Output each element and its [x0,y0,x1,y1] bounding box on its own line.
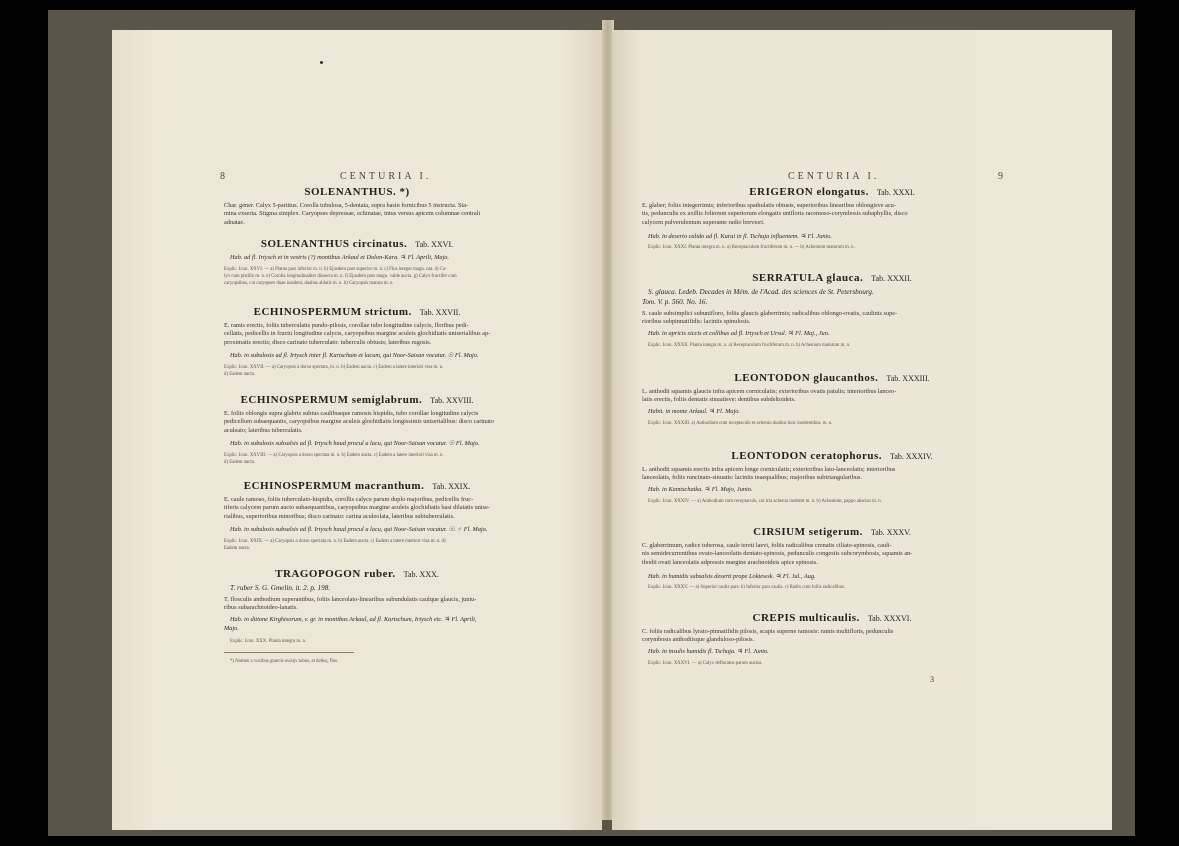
habitat-line: Hab. in subulosis subsalsis ad fl. Irtysch haud procul a lacu, qui Noor-Saisan vocatur. ☉ Fl. Majo. [230,440,480,447]
species-heading-echinospermum-semiglabrum: ECHINOSPERMUM semiglabrum. Tab. XXVIII. [240,394,474,406]
species-diagnosis: T. flosculis anthodium superantibus, foliis lanceolato-linearibus subundulatis caulque glaucis, juniu- ribus subarachnoideo-lanatis. [224,596,477,612]
plate-explanation: Explic. Icon. XXX. Planta integra m. n. [230,639,307,644]
species-heading-leontodon-ceratophorus: LEONTODON ceratophorus. Tab. XXXIV. [731,450,933,462]
species-heading-serratula-glauca: SERRATULA glauca. Tab. XXXII. [752,272,912,284]
species-heading-cirsium-setigerum: CIRSIUM setigerum. Tab. XXXV. [753,526,911,538]
footnote: *) Nomen a vocibus graecis σωλήν tubus, et ἄνθος, flos. [230,659,339,664]
genus-character: Char. gener. Calyx 5-partitus. Corolla tubulosa, 5-dentata, supra basin fornicibus 5 instructa. Sta- mina exserta. Stigma simplex. Caryopses depressae, echinatae, intus versus apicem columnae centrali adnatae. [224,202,481,226]
species-heading-tragopogon-ruber: TRAGOPOGON ruber. Tab. XXX. [275,568,439,580]
signature-mark: 3 [930,675,934,684]
species-diagnosis: E. foliis oblongis supra glabris subtus caulibusque ramosis hispidis, tubo corollae longitudine calycis pedicellum subaequantis, caryopsibus margine aculeis glochidiatis longissimis uniserialibus: disco carinato aculeato; lateribus tuberculatis. [224,410,494,434]
plate-explanation: Explic. Icon. XXXIII. a) Anthodium cum receptaculo et achenio duobus huic insidentibus. m. n. [648,421,833,426]
habitat-line: Habit. in monte Arkaul. ♃ Fl. Majo. [648,408,740,415]
species-diagnosis: L. anthodii squamis erectis infra apicem longe corniculatis; exterioribus lato-lanceolatis; interioribus lanceolatis, foliis runcinato-sinuatis: laciniis inaequalibus; majoribus subtriangularibus. [642,466,896,482]
species-diagnosis: L. anthodii squamis glaucis infra apicem corniculatis; exterioribus ovatis patulis; interioribus lanceo- latis erectis, foliis dentatis sinuatisve: dentibus subdeltoideis. [642,388,897,404]
habitat-line: Hab. in apricis siccis et collibus ad fl. Irtysch et Ursul. ♃ Fl. Maj., Jun. [648,330,830,337]
species-diagnosis: E. glaber; foliis integerrimis; inferioribus spathulatis obtusis, superioribus linearibus oblongisve acu- tis, pedunculis ex axillis foliorum superiorum elongatis unifloris racemoso-corymbosis subaphyllis, disco calycem pulverulentum superante radio breviori. [642,202,908,226]
synonym-line: S. glauca. Ledeb. Decades in Mém. de l'Acad. des sciences de St. Petersbourg. [648,288,874,296]
habitat-line: Hab. in subulosis ad fl. Irtysch inter fl. Kurtschum et lacum, qui Noor-Saisan vocatur. ☉ Fl. Majo. [230,352,479,359]
plate-explanation: Explic. Icon. XXVIII. — a) Caryopsis a dorso spectata m. n. b) Eadem aucta. c) Eadem a latere interiori visa m. n. d) Eadem aucta. [224,453,444,465]
plate-explanation: Explic. Icon. XXXV. — a) Superior caulis pars. b) Inferior pars caulis. c) Radix cum foliis radicalibus. [648,585,846,590]
species-heading-leontodon-glaucanthos: LEONTODON glaucanthos. Tab. XXXIII. [734,372,930,384]
plate-explanation: Explic. Icon. XXVII. — a) Caryopsis a dorso spectata, m. n. b) Eadem aucta. c) Eadem a latere interiori visa m. n. d) Eadem aucta. [224,365,444,377]
habitat-line: Hab. in humidis subsalsis deserti prope Loktewsk. ♃ Fl. Jul., Aug. [648,573,816,580]
species-diagnosis: C. foliis radicalibus lyrato-pinnatifidis pilosis, scapis superne ramosis: ramis multifloris, pedunculis corymbosis anthodiisque glanduloso-pilosis. [642,628,894,644]
species-diagnosis: C. glaberrimum, radice tuberosa, caule tereti laevi, foliis radicalibus crenatis ciliato-spinosis, cauli- nis semidecurrentibus ovato-lanceolatis dentato-spinosis, pedunculis congestis subcorymbosis, squamis an- thodii ovati lanceolatis adpressis margine arachnoideis apice spinosis. [642,542,913,566]
species-diagnosis: S. caule subsimplici subunifloro, foliis glaucis glaberrimis; radicalibus oblongo-ovatis, caulinis supe- rioribus subpinnatifidis: laciniis spinulosis. [642,310,898,326]
species-heading-crepis-multicaulis: CREPIS multicaulis. Tab. XXXVI. [752,612,912,624]
species-heading-erigeron-elongatus: ERIGERON elongatus. Tab. XXXI. [749,186,915,198]
species-heading-echinospermum-strictum: ECHINOSPERMUM strictum. Tab. XXVII. [253,306,461,318]
plate-explanation: Explic. Icon. XXIX. — a) Caryopsis a dorso spectata m. n. b) Eadem aucta. c) Eadem a latere interiori visa m. n. d) Eadem aucta. [224,539,446,551]
footnote-rule [224,652,354,653]
right-page [612,30,1112,830]
plate-explanation: Explic. Icon. XXXI. Planta integra m. n. a) Receptaculum fructiferum m. n. — b) Achenium maturum m. n. [648,245,855,250]
right-page-number: 9 [998,171,1003,182]
left-page [112,30,602,830]
left-page-number: 8 [220,171,225,182]
plate-explanation: Explic. Icon. XXXIV. — a) Anthodium cum receptaculo, cui tria achenia insident m. n. b) Achenium, pappo absciso m. n. [648,499,882,504]
habitat-line: Hab. in insulis humidis fl. Tschuja. ♃ Fl. Junio. [648,648,769,655]
right-running-header: CENTURIA I. [788,171,880,182]
left-running-header: CENTURIA I. [340,171,432,182]
habitat-line: Hab. in ditione Kirghisorum, v. gr. in montibus Arkaul, ad fl. Kurtschum, Irtysch etc. ♃ Fl. Aprili, [230,616,477,623]
synonym-line-continued: Tom. V. p. 560. No. 16. [642,298,708,306]
ink-mark [320,61,323,64]
habitat-line-continued: Majo. [224,625,239,632]
genus-heading-solenanthus: SOLENANTHUS. *) [304,186,410,198]
habitat-line: Hab. in deserto calido ad fl. Kurai in fl. Tschuja influentem. ♃ Fl. Junio. [648,233,832,240]
plate-explanation: Explic. Icon. XXXVI. — a) Calyx defloratus parum auctus. [648,661,763,666]
plate-explanation: Explic. Icon. XXXII. Planta integra m. n. a) Receptaculum fructiferum m. n. b) Achenium maturum m. n. [648,343,851,348]
habitat-line: Hab. ad fl. Irtysch et in vestris (?) montibus Arkaul et Dolon-Kara. ♃ Fl. Aprili, Majo. [230,254,449,261]
plate-explanation: Explic. Icon. XXVI. — a) Planta pars inferior m. n. b) Ejusdem pars superior m. n. c) Flos integer magn. nat. d) Ca- lyx cum pistillo m. n. e) Corolla longitudinaliter dissecta m. n. f) Ejusdem pars magn. valde aucta. g) Calyx fructifer cum caryopsibus, cui caryopses duae insident, duabus ablatis m. n. h) Caryopsis matura m. n. [224,267,457,286]
habitat-line: Hab. in Kamtschatka. ♃ Fl. Majo, Junio. [648,486,753,493]
species-diagnosis: E. ramis erectis, foliis tuberculatis pundo-pilosis, corollae tubo longitudine calycis, floribus pedi- cellatis, pedicellis in fructu longitudine calycis, caryopsibus margine aculeis glochidiatis uniserialibus ap- proximatis erectis; disco carinato tuberculato: tuberculis obtusis; lateribus rugosis. [224,322,491,346]
synonym-line: T. ruber S. G. Gmelin. it. 2. p. 198. [230,584,331,592]
habitat-line: Hab. in subulosis subsalsis ad fl. Irtysch haud procul a lacu, qui Noor-Saisan vocatur. ☉. ♂ Fl. Majo. [230,526,488,533]
species-heading-solenanthus-circinatus: SOLENANTHUS circinatus. Tab. XXVI. [260,238,454,250]
species-heading-echinospermum-macranthum: ECHINOSPERMUM macranthum. Tab. XXIX. [243,480,471,492]
species-diagnosis: E. caule ramoso, foliis tuberculato-hispidis, corollis calyce parum duplo majoribus, pedicellis fruc- tiferis calycem parum aucto subaequantibus, caryopsibus margine aculeis glochidiatis basi dilatatis unise- rialibus, superioribus minoribus; disco carinato: carina aculeolata, lateribus subtuberculatis. [224,496,491,520]
